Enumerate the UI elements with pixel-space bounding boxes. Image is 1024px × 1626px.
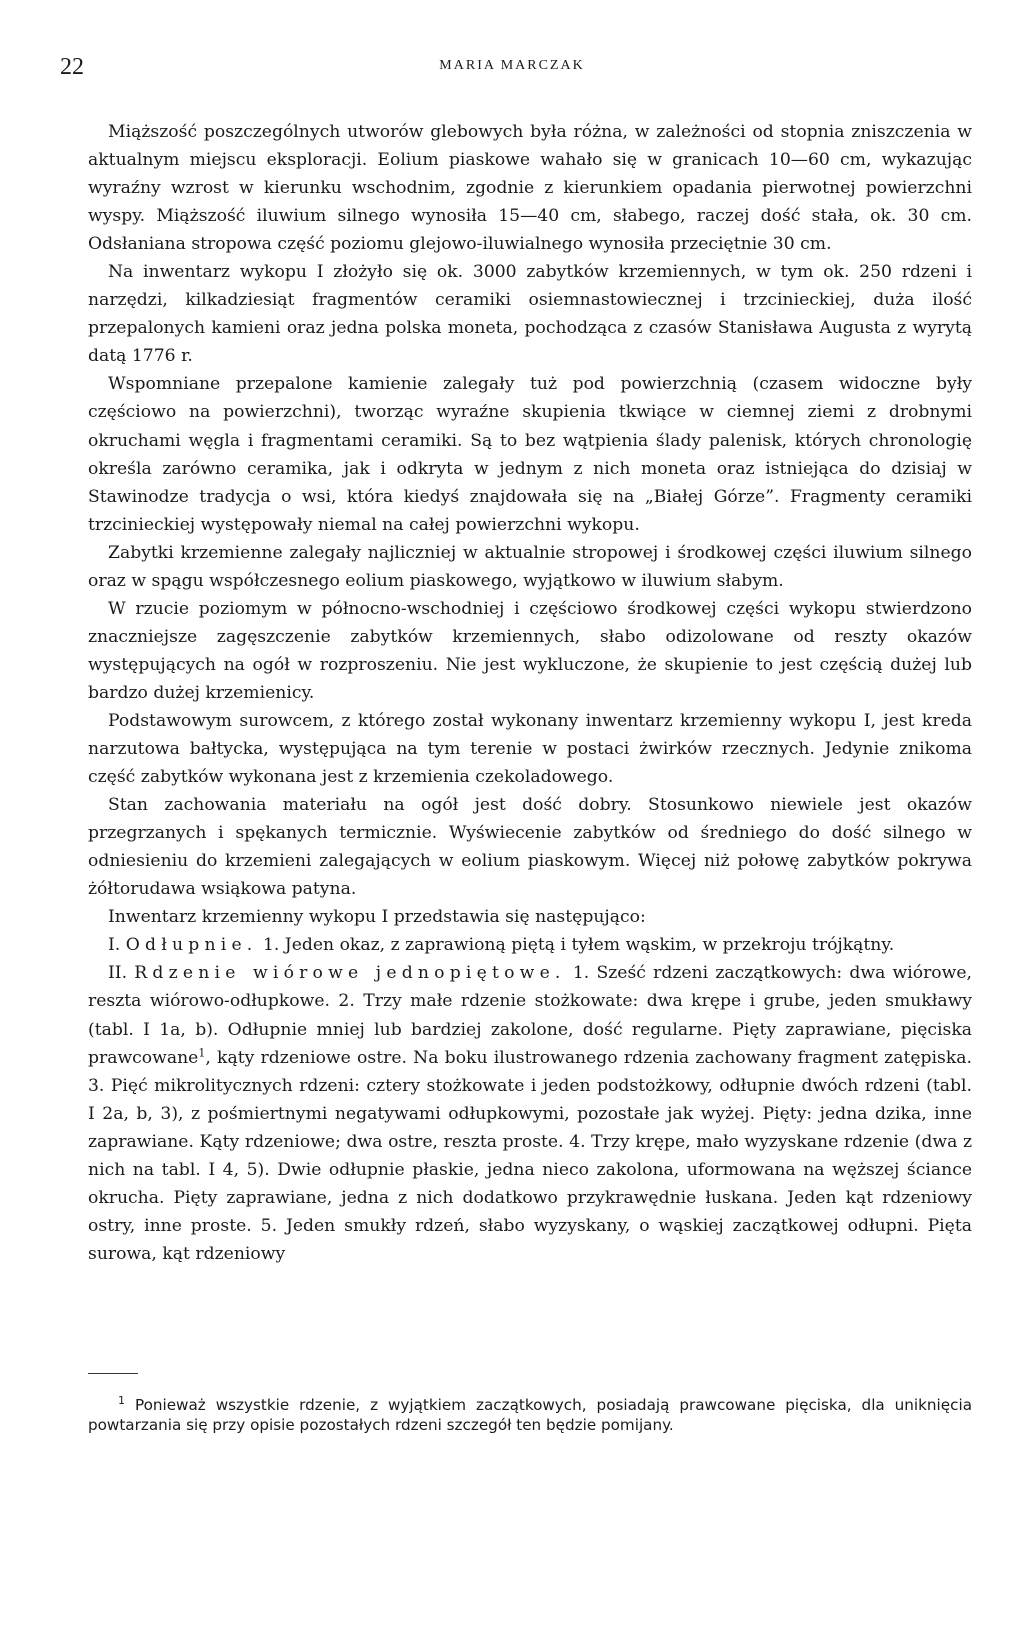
item-text-continued: , kąty rdzeniowe ostre. Na boku ilustrowanego rdzenia zachowany fragment zatępiska. 3. Pięć mikrolitycznych rdzeni: cztery stożkowate i jeden podstożkowy, odłupnie dwóch rdzeni (tabl. I 2a, b, 3), z pośmiertnymi negatywami odłupkowymi, pozostałe jak wyżej. Pięty: jedna dzika, inne zaprawiane. Kąty rdzeniowe; dwa ostre, reszta proste. 4. Trzy krępe, mało wyzyskane rdzenie (dwa z nich na tabl. I 4, 5). Dwie odłupnie płaskie, jedna nieco zakolona, uformowana na węższej ściance okrucha. Pięty zaprawiane, jedna z nich dodatkowo przykrawędnie łuskana. Jeden kąt rdzeniowy ostry, inne proste. 5. Jeden smukły rdzeń, słabo wyzyskany, o wąskiej zaczątkowej odłupni. Pięta surowa, kąt rdzeniowy [88, 1047, 972, 1264]
inventory-item-2 [88, 959, 972, 1268]
paragraph: W rzucie poziomym w północno-wschodniej i częściowo środkowej części wykopu stwierdzono znaczniejsze zagęszczenie zabytków krzemiennych, słabo odizolowane od reszty okazów występujących na ogół w rozproszeniu. Nie jest wykluczone, że skupienie to jest częścią dużej lub bardzo dużej krzemienicy. [88, 598, 972, 703]
footnote-marker: 1 [118, 1393, 125, 1407]
item-number: II. [108, 963, 128, 984]
footnote-rule [88, 1373, 138, 1374]
paragraph: Na inwentarz wykopu I złożyło się ok. 3000 zabytków krzemiennych, w tym ok. 250 rdzeni i narzędzi, kilkadziesiąt fragmentów ceramiki osiemnastowiecznej i trzcinieckiej, duża ilość przepalonych kamieni oraz jedna polska moneta, pochodząca z czasów Stanisława Augusta z wyrytą datą 1776 r. [88, 262, 972, 367]
running-head: MARIA MARCZAK [439, 58, 585, 73]
paragraph: Inwentarz krzemienny wykopu I przedstawia się następująco: [108, 907, 646, 928]
inventory-item-1 [88, 931, 972, 959]
page-header [60, 50, 964, 90]
item-text: 1. Jeden okaz, z zaprawioną piętą i tyłem wąskim, w przekroju trójkątny. [257, 935, 895, 956]
paragraph: Stan zachowania materiału na ogół jest dość dobry. Stosunkowo niewiele jest okazów przegrzanych i spękanych termicznie. Wyświecenie zabytków od średniego do dość silnego w odniesieniu do krzemieni zalegających w eolium piaskowym. Więcej niż połowę zabytków pokrywa żółtorudawa wsiąkowa patyna. [88, 795, 972, 900]
item-heading: Rdzenie wiórowe jednopiętowe. [134, 963, 566, 984]
paragraph: Podstawowym surowcem, z którego został wykonany inwentarz krzemienny wykopu I, jest kreda narzutowa bałtycka, występująca na tym terenie w postaci żwirków rzecznych. Jedynie znikoma część zabytków wykonana jest z krzemienia czekoladowego. [88, 710, 972, 788]
paragraph: Wspomniane przepalone kamienie zalegały tuż pod powierzchnią (czasem widoczne były częściowo na powierzchni), tworząc wyraźne skupienia tkwiące w ciemnej ziemi z drobnymi okruchami węgla i fragmentami ceramiki. Są to bez wątpienia ślady palenisk, których chronologię określa zarówno ceramika, jak i odkryta w jednym z nich moneta oraz istniejąca do dzisiaj w Stawinodze tradycja o wsi, która kiedyś znajdowała się na „Białej Górze”. Fragmenty ceramiki trzcinieckiej występowały niemal na całej powierzchni wykopu. [88, 374, 972, 535]
page-number: 22 [60, 54, 84, 80]
footnote [88, 1393, 972, 1435]
item-heading: Odłupnie. [125, 935, 258, 956]
footnotes [88, 1373, 972, 1435]
paragraph: Miąższość poszczególnych utworów glebowych była różna, w zależności od stopnia zniszczenia w aktualnym miejscu eksploracji. Eolium piaskowe wahało się w granicach 10—60 cm, wykazując wyraźny wzrost w kierunku wschodnim, zgodnie z kierunkiem opadania pierwotnej powierzchni wyspy. Miąższość iluwium silnego wynosiła 15—40 cm, słabego, raczej dość stała, ok. 30 cm. Odsłaniana stropowa część poziomu glejowo-iluwialnego wynosiła przeciętnie 30 cm. [88, 122, 972, 255]
item-text: 1. Sześć rdzeni zaczątkowych: dwa wiórowe, reszta wiórowo-odłupkowe. 2. Trzy małe rdzenie stożkowate: dwa krępe i grube, jeden smukławy (tabl. I 1a, b). Odłupnie mniej lub bardziej zakolone, dość regularne. Pięty zaprawiane, pięciska prawcowane [88, 963, 972, 1068]
item-number: I. [108, 935, 121, 956]
paragraph: Zabytki krzemienne zalegały najliczniej w aktualnie stropowej i środkowej części iluwium silnego oraz w spągu współczesnego eolium piaskowego, wyjątkowo w iluwium słabym. [88, 542, 972, 591]
footnote-text: Ponieważ wszystkie rdzenie, z wyjątkiem zaczątkowych, posiadają prawcowane pięciska, dla uniknięcia powtarzania się przy opisie pozostałych rdzeni szczegół ten będzie pomijany. [88, 1396, 972, 1434]
body-text [88, 118, 972, 1268]
footnote-reference[interactable]: 1 [198, 1045, 206, 1059]
